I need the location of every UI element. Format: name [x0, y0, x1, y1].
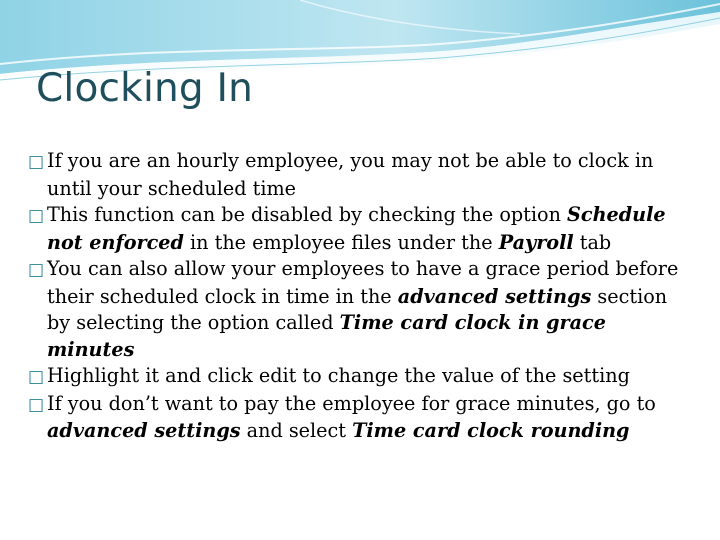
- bullet-item: [28, 256, 688, 363]
- bullet-item: [28, 148, 688, 202]
- slide-title: Clocking In: [36, 66, 254, 111]
- bullet-text: section by selecting the option called: [47, 284, 668, 334]
- emphasized-text: Time card clock in grace minutes: [47, 311, 606, 361]
- square-bullet-icon: □: [28, 394, 45, 415]
- bullet-text: Highlight it and click edit to change the value of the setting: [47, 364, 630, 387]
- square-bullet-icon: □: [28, 260, 45, 280]
- square-bullet-icon: □: [28, 152, 45, 172]
- square-bullet-icon: □: [28, 206, 45, 226]
- bullet-text: If you don’t want to pay the employee for grace minutes, go to: [47, 391, 656, 415]
- bullet-item: [28, 391, 688, 445]
- bullet-text: This function can be disabled by checking the option: [47, 203, 568, 226]
- bullet-item: [28, 363, 688, 391]
- emphasized-text: Payroll: [498, 230, 574, 254]
- bullet-item: [28, 202, 688, 256]
- square-bullet-icon: □: [28, 367, 45, 387]
- emphasized-text: advanced settings: [397, 284, 592, 308]
- emphasized-text: Schedule not enforced: [47, 203, 666, 254]
- bullet-text: tab: [573, 230, 612, 254]
- emphasized-text: advanced settings: [47, 419, 241, 442]
- bullet-text: and select: [240, 419, 353, 442]
- bullet-text: in the employee files under the: [183, 230, 499, 254]
- bullet-text: You can also allow your employees to have a grace period before their scheduled clock in time in the: [47, 257, 679, 308]
- bullet-text: If you are an hourly employee, you may not be able to clock in until your scheduled time: [47, 149, 654, 200]
- emphasized-text: Time card clock rounding: [352, 419, 630, 442]
- bullet-list: [28, 148, 688, 445]
